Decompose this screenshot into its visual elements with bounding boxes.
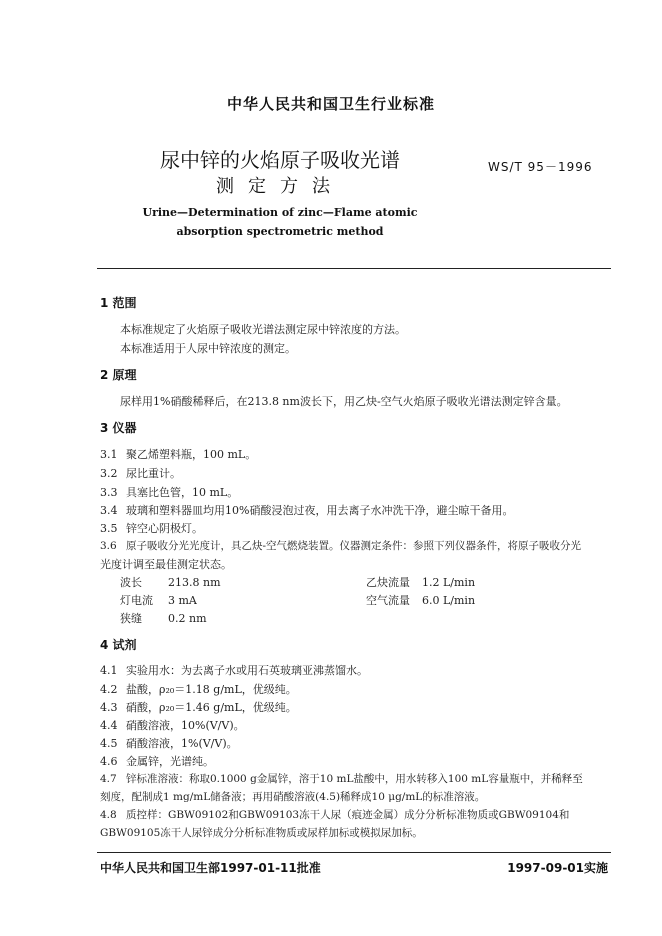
condition-value: 0.2 nm (168, 612, 207, 625)
item-number: 4.4 (100, 719, 118, 732)
item-text: 原子吸收分光光度计，具乙炔-空气燃烧装置。仪器测定条件：参照下列仪器条件，将原子吸收分光 (126, 540, 582, 552)
section-heading-scope: 1 范围 (100, 296, 137, 310)
condition-label: 空气流量 (366, 594, 410, 607)
condition-label: 波长 (120, 576, 142, 589)
list-item (100, 520, 203, 536)
list-item (100, 807, 569, 822)
item-number: 4.2 (100, 683, 118, 696)
item-number: 3.6 (100, 540, 117, 552)
item-number: 4.6 (100, 755, 118, 768)
item-text: 硝酸，ρ₂₀＝1.46 g/mL，优级纯。 (126, 701, 297, 714)
list-item (100, 681, 297, 697)
footer-divider (97, 852, 611, 853)
list-item (100, 662, 368, 678)
principle-paragraph: 尿样用1%硝酸稀释后，在213.8 nm波长下，用乙炔-空气火焰原子吸收光谱法测定锌含量。 (120, 395, 568, 408)
list-item (100, 502, 513, 518)
item-number: 3.5 (100, 522, 118, 535)
standard-title-chinese-line2: 测定方法 (216, 176, 344, 197)
item-number: 3.2 (100, 467, 118, 480)
scope-paragraph-2: 本标准适用于人尿中锌浓度的测定。 (120, 342, 296, 355)
item-text: 硝酸溶液，1%(V/V)。 (126, 737, 238, 750)
list-item (100, 717, 245, 733)
issuing-organization: 中华人民共和国卫生行业标准 (226, 95, 435, 113)
item-text: 金属锌，光谱纯。 (126, 755, 214, 768)
approval-date: 中华人民共和国卫生部1997-01-11批准 (100, 861, 321, 875)
standard-title-chinese-line1: 尿中锌的火焰原子吸收光谱 (160, 148, 400, 172)
item-number: 3.1 (100, 448, 118, 461)
condition-label: 灯电流 (120, 594, 153, 607)
item-text: 质控样：GBW09102和GBW09103冻干人尿（痕迹金属）成分分析标准物质或GBW09104和 (126, 809, 570, 821)
item-number: 3.3 (100, 486, 118, 499)
item-text: 具塞比色管，10 mL。 (126, 486, 239, 499)
item-number: 4.5 (100, 737, 118, 750)
list-item (100, 484, 238, 500)
list-item (100, 699, 297, 715)
condition-value: 6.0 L/min (422, 594, 476, 607)
standard-code: WS/T 95－1996 (488, 160, 593, 174)
item-number: 4.1 (100, 664, 118, 677)
section-heading-apparatus: 3 仪器 (100, 421, 137, 435)
item-text: 锌空心阴极灯。 (126, 522, 203, 535)
item-text: 聚乙烯塑料瓶，100 mL。 (126, 448, 257, 461)
item-number: 3.4 (100, 504, 118, 517)
scope-paragraph-1: 本标准规定了火焰原子吸收光谱法测定尿中锌浓度的方法。 (120, 323, 406, 336)
item-text: 尿比重计。 (126, 467, 181, 480)
standard-title-english-line1: Urine—Determination of zinc—Flame atomic (142, 206, 418, 219)
list-item (100, 771, 583, 786)
condition-row (366, 592, 475, 608)
condition-label: 狭缝 (120, 612, 142, 625)
header-divider (97, 268, 611, 269)
effective-date: 1997-09-01实施 (507, 861, 608, 875)
section-heading-principle: 2 原理 (100, 368, 137, 382)
condition-row (366, 574, 475, 590)
item-text: 硝酸溶液，10%(V/V)。 (126, 719, 245, 732)
item-text: 盐酸，ρ₂₀＝1.18 g/mL，优级纯。 (126, 683, 297, 696)
item-text: 锌标准溶液：称取0.1000 g金属锌，溶于10 mL盐酸中，用水转移入100 mL容量瓶中，并稀释至 (126, 773, 583, 785)
condition-value: 1.2 L/min (422, 576, 476, 589)
item-text: 玻璃和塑料器皿均用10%硝酸浸泡过夜，用去离子水冲洗干净，避尘晾干备用。 (126, 504, 514, 517)
list-item (100, 753, 214, 769)
condition-value: 213.8 nm (168, 576, 221, 589)
standard-title-english-line2: absorption spectrometric method (176, 225, 384, 238)
condition-label: 乙炔流量 (366, 576, 410, 589)
list-item-continuation: 光度计调至最佳测定状态。 (100, 558, 232, 571)
item-number: 4.3 (100, 701, 118, 714)
condition-value: 3 mA (168, 594, 197, 607)
list-item-continuation: 刻度，配制成1 mg/mL储备液；再用硝酸溶液(4.5)稀释成10 μg/mL的标准溶液。 (100, 791, 486, 803)
item-text: 实验用水：为去离子水或用石英玻璃亚沸蒸馏水。 (126, 664, 368, 677)
item-number: 4.8 (100, 809, 117, 821)
condition-row (120, 610, 207, 626)
item-number: 4.7 (100, 773, 117, 785)
condition-row (120, 574, 221, 590)
list-item (100, 735, 238, 751)
list-item (100, 446, 256, 462)
section-heading-reagents: 4 试剂 (100, 638, 137, 652)
condition-row (120, 592, 197, 608)
list-item (100, 465, 181, 481)
list-item-continuation: GBW09105冻干人尿锌成分分析标准物质或尿样加标或模拟尿加标。 (100, 827, 423, 839)
list-item (100, 538, 581, 553)
